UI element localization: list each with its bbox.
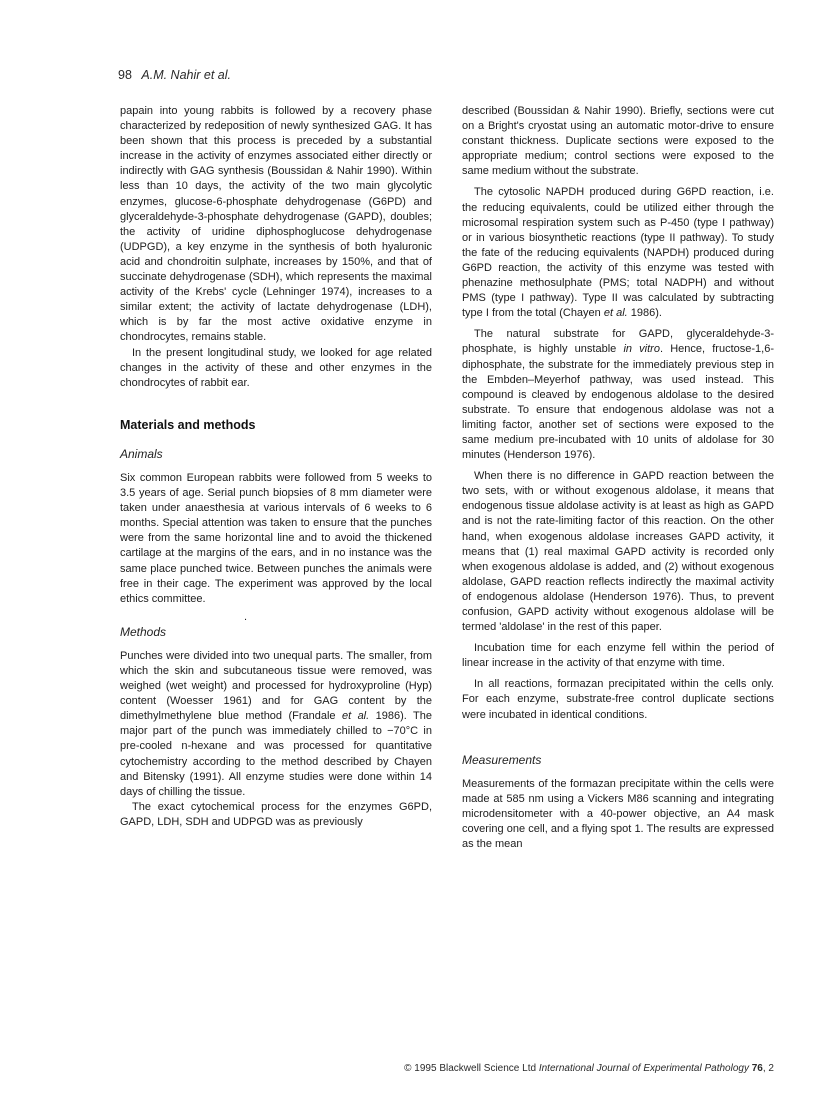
paragraph: In the present longitudinal study, we looked for age related changes in the activity of these and other enzymes in the chondrocytes of rabbit ear. <box>120 346 432 389</box>
copyright-text: © 1995 Blackwell Science Ltd <box>404 1063 537 1074</box>
paragraph: Measurements of the formazan precipitate within the cells were made at 585 nm using a Vickers M86 scanning and integrating microdensitometer with a 40-power objective, an A4 mask covering one cell, and a flying spot 1. The results are expressed as the mean <box>462 777 774 851</box>
paragraph: The exact cytochemical process for the enzymes G6PD, GAPD, LDH, SDH and UDPGD was as previously <box>120 800 432 828</box>
paragraph: Punches were divided into two unequal parts. The smaller, from which the skin and subcutaneous tissue were removed, was weighed (wet weight) and processed for hydroxyproline (Hyp) content (Woesser 1961) and for GAG content by the dimethylmethylene blue method (Frandale et al. 1986). The major part of the punch was immediately chilled to −70°C in pre-cooled n-hexane and was processed for quantitative cytochemistry according to the method described by Chayen and Bitensky (1991). All enzyme studies were done within 14 days of chilling the tissue. <box>120 649 432 798</box>
left-column <box>120 104 432 830</box>
subheading-animals: Animals <box>120 446 163 461</box>
subheading-methods: Methods <box>120 624 167 639</box>
paragraph: papain into young rabbits is followed by a recovery phase characterized by redeposition of newly synthesized GAG. It has been shown that this process is preceded by a substantial increase in the activity of enzymes associated either directly or indirectly with GAG synthesis (Boussidan & Nahir 1990). Within less than 10 days, the activity of the two main glycolytic enzymes, glucose-6-phosphate dehydrogenase (G6PD) and glyceraldehyde-3-phosphate dehydrogenase (GAPD), doubles; the activity of uridine diphosphoglucose dehydrogenase (UDPGD), a key enzyme in the synthesis of both hyaluronic acid and chondroitin sulphate, increases by 150%, and that of succinate dehydrogenase (SDH), which represents the maximal activity of the Krebs' cycle (Lehninger 1974), increases to a similar extent; the activity of lactate dehydrogenase (LDH), which is by far the most active oxidative enzyme in chondrocytes, remains stable. <box>120 105 432 344</box>
paragraph: In all reactions, formazan precipitated within the cells only. For each enzyme, substrate-free control duplicate sections were incubated in identical conditions. <box>462 678 774 721</box>
section-heading-materials-methods: Materials and methods <box>120 417 256 432</box>
paragraph: When there is no difference in GAPD reaction between the two sets, with or without exogenous aldolase, it means that endogenous tissue aldolase activity is at least as high as GAPD and is not the rate-limiting factor of this reaction. On the other hand, when exogenous aldolase increases GAPD activity, it means that (1) real maximal GAPD activity is recorded only when exogenous aldolase is added, and (2) without exogenous aldolase, GAPD reaction reflects indirectly the maximal activity of endogenous aldolase (Henderson 1976). Thus, to prevent confusion, GAPD activity without exogenous aldolase will be termed 'aldolase' in the rest of this paper. <box>462 470 774 634</box>
stray-mark: . <box>244 610 248 623</box>
issue-number: , 2 <box>762 1063 774 1074</box>
paragraph: The natural substrate for GAPD, glyceraldehyde-3-phosphate, is highly unstable in vitro. Hence, fructose-1,6-diphosphate, the substrate for the immediately previous step in the Embden–Meyerhof pathway, was used instead. This compound is cleaved by endogenous aldolase to the desired substrate. To ensure that endogenous aldolase was not a limiting factor, another set of sections were exposed to the same medium pre-incubated with 10 units of aldolase for 30 minutes (Henderson 1976). <box>462 328 774 462</box>
volume-number: 76 <box>751 1063 763 1074</box>
copyright-footer <box>404 1063 774 1074</box>
journal-name: International Journal of Experimental Pathology <box>538 1063 749 1074</box>
running-header <box>118 68 231 82</box>
right-column <box>462 104 774 852</box>
subheading-measurements: Measurements <box>462 752 542 767</box>
running-authors: A.M. Nahir et al. <box>141 68 232 82</box>
paragraph: Incubation time for each enzyme fell within the period of linear increase in the activity of that enzyme with time. <box>462 642 774 670</box>
page-number: 98 <box>118 68 132 82</box>
paragraph: The cytosolic NAPDH produced during G6PD reaction, i.e. the reducing equivalents, could be utilized either through the microsomal respiration system such as P-450 (type I pathway) or in various biosynthetic reactions (type II pathway). To study the fate of the reducing equivalents (NAPDH) produced during G6PD reaction, the activity of this enzyme was tested with phenazine methosulphate (PMS; total NADPH) and without PMS (type I pathway). Type II was calculated by subtracting type I from the total (Chayen et al. 1986). <box>462 186 774 320</box>
paragraph: described (Boussidan & Nahir 1990). Briefly, sections were cut on a Bright's cryostat using an automatic motor-drive to ensure constant thickness. Duplicate sections were exposed to the appropriate medium; control sections were exposed to the same medium without the substrate. <box>462 105 774 178</box>
paragraph: Six common European rabbits were followed from 5 weeks to 3.5 years of age. Serial punch biopsies of 8 mm diameter were taken under anaesthesia at various intervals of 6 weeks to 6 months. Special attention was taken to ensure that the punches were from the same horizontal line and to avoid the thickened cartilage at the margins of the ears, and in no instance was the same place punched twice. Between punches the animals were free in their cage. The experiment was approved by the local ethics committee. <box>120 471 432 605</box>
